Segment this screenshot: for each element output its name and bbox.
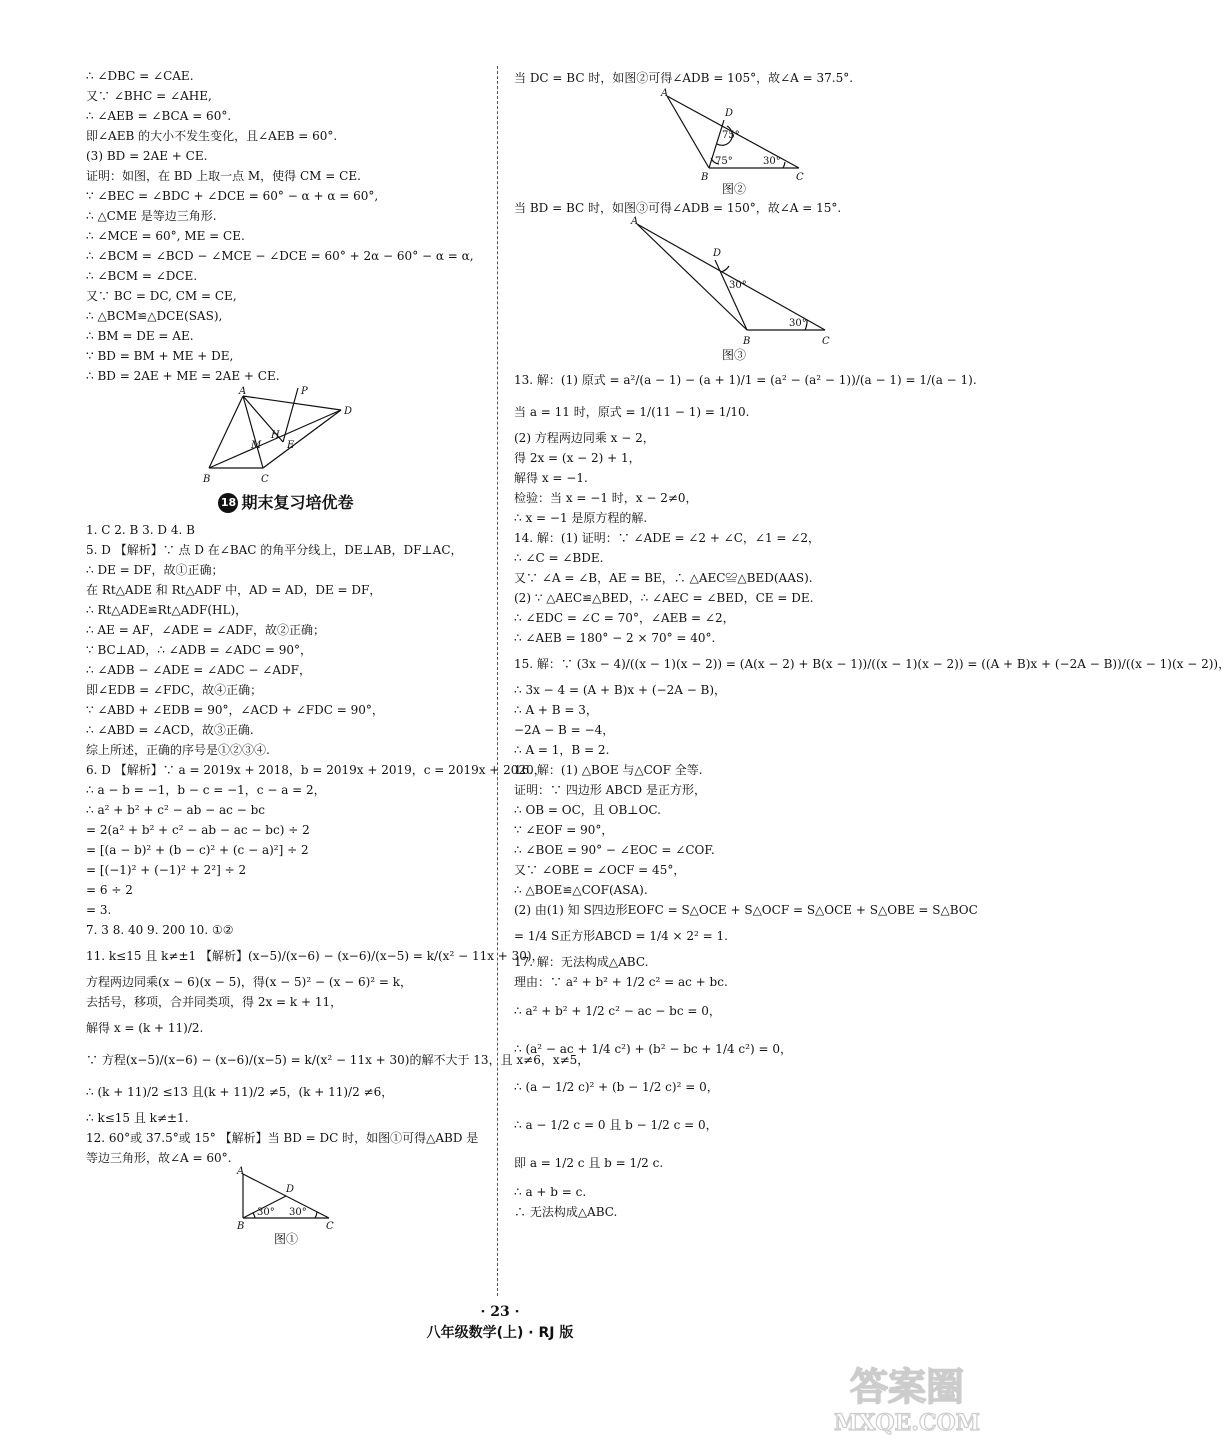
text-line: = 3. bbox=[86, 903, 112, 917]
figure-1 bbox=[231, 1168, 341, 1230]
text-line: 15. 解：∵ (3x − 4)/((x − 1)(x − 2)) = (A(x − 2) + B(x − 1))/((x − 1)(x − 2)) = ((A + B)x + (−2A − B))/((x − 1)(x − 2))， bbox=[514, 657, 1230, 671]
fig-top-label-p: P bbox=[301, 386, 308, 397]
section-heading bbox=[86, 486, 486, 520]
text-line: ∴ ∠BOE = 90° − ∠EOC = ∠COF. bbox=[514, 843, 715, 857]
text-line: ∴ AE = AF，∠ADE = ∠ADF，故②正确； bbox=[86, 623, 326, 637]
text-line: 得 2x = (x − 2) + 1， bbox=[514, 451, 641, 465]
fig-top-label-d: D bbox=[344, 406, 353, 417]
text-line: ∴ △BOE≌△COF(ASA). bbox=[514, 883, 648, 897]
text-line: (2) ∵ △AEC≌△BED，∴ ∠AEC = ∠BED，CE = DE. bbox=[514, 591, 814, 605]
text-line: ∴ DE = DF，故①正确； bbox=[86, 563, 224, 577]
text-line: ∴ Rt△ADE≌Rt△ADF(HL)， bbox=[86, 603, 248, 617]
text-line: = 1/4 S正方形ABCD = 1/4 × 2² = 1. bbox=[514, 929, 728, 943]
figure-proof-diagram bbox=[201, 386, 371, 486]
answer-line-top: 当 DC = BC 时，如图②可得∠ADB = 105°，故∠A = 37.5°. bbox=[514, 71, 854, 85]
text-line: 又∵ ∠BHC = ∠AHE, bbox=[86, 89, 212, 103]
text-line: ∴ (a² − ac + 1/4 c²) + (b² − bc + 1/4 c²) = 0， bbox=[514, 1042, 792, 1056]
fig1-angle-c: 30° bbox=[289, 1207, 307, 1218]
text-line: 1. C 2. B 3. D 4. B bbox=[86, 523, 195, 537]
fig-top-label-a: A bbox=[239, 386, 247, 397]
fig2-label-c: C bbox=[796, 172, 804, 183]
text-line: ∴ A + B = 3， bbox=[514, 703, 598, 717]
text-line: 5. D 【解析】∵ 点 D 在∠BAC 的角平分线上，DE⊥AB，DF⊥AC， bbox=[86, 543, 463, 557]
text-line: 即 a = 1/2 c 且 b = 1/2 c. bbox=[514, 1156, 664, 1170]
column-divider bbox=[497, 66, 498, 1296]
figure-3 bbox=[629, 218, 839, 346]
text-line: 解得 x = (k + 11)/2. bbox=[86, 1021, 204, 1035]
figure-3-caption: 图③ bbox=[721, 348, 746, 362]
text-line: 方程两边同乘(x − 6)(x − 5)，得(x − 5)² − (x − 6)² = k， bbox=[86, 975, 413, 989]
fig3-angle-d: 30° bbox=[729, 280, 747, 291]
text-line: ∴ A = 1，B = 2. bbox=[514, 743, 610, 757]
answer-line-mid: 当 BD = BC 时，如图③可得∠ADB = 150°，故∠A = 15°. bbox=[514, 201, 842, 215]
text-line: 解得 x = −1. bbox=[514, 471, 588, 485]
fig3-label-d: D bbox=[713, 248, 722, 259]
watermark-text-cn: 答案圈 bbox=[849, 1364, 965, 1409]
text-line: 又∵ BC = DC, CM = CE, bbox=[86, 289, 237, 303]
text-line: 等边三角形，故∠A = 60°. bbox=[86, 1151, 232, 1165]
proof-lines-a bbox=[86, 66, 486, 386]
fig3-angle-c: 30° bbox=[789, 318, 807, 329]
text-line: ∴ ∠AEB = 180° − 2 × 70° = 40°. bbox=[514, 631, 716, 645]
fig1-label-b: B bbox=[237, 1221, 245, 1232]
text-line: ∵ 方程(x−5)/(x−6) − (x−6)/(x−5) = k/(x² − 11x + 30)的解不大于 13，且 x≠6，x≠5， bbox=[86, 1053, 590, 1067]
text-line: ∵ BD = BM + ME + DE, bbox=[86, 349, 234, 363]
text-line: 当 a = 11 时，原式 = 1/(11 − 1) = 1/10. bbox=[514, 405, 750, 419]
figure-2-caption: 图② bbox=[721, 182, 746, 196]
text-line: ∴ ∠EDC = ∠C = 70°，∠AEB = ∠2， bbox=[514, 611, 735, 625]
text-line: ∴ x = −1 是原方程的解. bbox=[514, 511, 648, 525]
fig-top-label-b: B bbox=[203, 474, 211, 485]
text-line: = 6 ÷ 2 bbox=[86, 883, 133, 897]
text-line: 即∠AEB 的大小不发生变化，且∠AEB = 60°. bbox=[86, 129, 338, 143]
text-line: ∵ ∠BEC = ∠BDC + ∠DCE = 60° − α + α = 60°, bbox=[86, 189, 379, 203]
text-line: ∴ k≤15 且 k≠±1. bbox=[86, 1111, 189, 1125]
fig-top-label-h: H bbox=[271, 430, 280, 441]
text-line: ∴ ∠BCM = ∠BCD − ∠MCE − ∠DCE = 60° + 2α − 60° − α = α, bbox=[86, 249, 474, 263]
text-line: 证明：如图，在 BD 上取一点 M，使得 CM = CE. bbox=[86, 169, 361, 183]
text-line: 即∠EDB = ∠FDC，故④正确； bbox=[86, 683, 263, 697]
fig-top-label-e: E bbox=[287, 440, 295, 451]
text-line: = [(a − b)² + (b − c)² + (c − a)²] ÷ 2 bbox=[86, 843, 309, 857]
fig3-label-b: B bbox=[743, 336, 751, 347]
text-line: ∴ ∠C = ∠BDE. bbox=[514, 551, 604, 565]
text-line: ∵ ∠ABD + ∠EDB = 90°，∠ACD + ∠FDC = 90°， bbox=[86, 703, 384, 717]
text-line: ∴ ∠DBC = ∠CAE. bbox=[86, 69, 194, 83]
text-line: 又∵ ∠A = ∠B，AE = BE，∴ △AEC≌△BED(AAS). bbox=[514, 571, 813, 585]
text-line: 综上所述，正确的序号是①②③④. bbox=[86, 743, 270, 757]
fig1-angle-b: 30° bbox=[257, 1207, 275, 1218]
fig1-label-d: D bbox=[286, 1184, 295, 1195]
text-line: 16. 解：(1) △BOE 与△COF 全等. bbox=[514, 763, 703, 777]
section-title: 期末复习培优卷 bbox=[241, 493, 354, 512]
text-line: ∵ BC⊥AD，∴ ∠ADB = ∠ADC = 90°， bbox=[86, 643, 313, 657]
text-line: ∴ a − 1/2 c = 0 且 b − 1/2 c = 0， bbox=[514, 1118, 718, 1132]
fig-top-label-m: M bbox=[251, 440, 262, 451]
fig2-angle-c: 30° bbox=[763, 156, 781, 167]
text-line: 11. k≤15 且 k≠±1 【解析】(x−5)/(x−6) − (x−6)/(x−5) = k/(x² − 11x + 30)， bbox=[86, 949, 544, 963]
answer-lines-right bbox=[514, 364, 1230, 1222]
section-number-badge: 18 bbox=[218, 493, 238, 513]
fig3-label-a: A bbox=[631, 216, 639, 227]
text-line: 证明：∵ 四边形 ABCD 是正方形， bbox=[514, 783, 706, 797]
text-line: ∴ BM = DE = AE. bbox=[86, 329, 194, 343]
text-line: 17. 解：无法构成△ABC. bbox=[514, 955, 649, 969]
text-line: = 2(a² + b² + c² − ab − ac − bc) ÷ 2 bbox=[86, 823, 310, 837]
text-line: 7. 3 8. 40 9. 200 10. ①② bbox=[86, 923, 234, 937]
text-line: 理由：∵ a² + b² + 1/2 c² = ac + bc. bbox=[514, 975, 728, 989]
text-line: 又∵ ∠OBE = ∠OCF = 45°， bbox=[514, 863, 686, 877]
text-line: 检验：当 x = −1 时，x − 2≠0， bbox=[514, 491, 698, 505]
text-line: 6. D 【解析】∵ a = 2019x + 2018，b = 2019x + 2019，c = 2019x + 2020， bbox=[86, 763, 546, 777]
text-line: ∵ ∠EOF = 90°， bbox=[514, 823, 614, 837]
page-footer bbox=[0, 1302, 1000, 1344]
text-line: −2A − B = −4， bbox=[514, 723, 615, 737]
text-line: ∴ △CME 是等边三角形. bbox=[86, 209, 217, 223]
text-line: (2) 方程两边同乘 x − 2， bbox=[514, 431, 655, 445]
text-line: = [(−1)² + (−1)² + 2²] ÷ 2 bbox=[86, 863, 247, 877]
fig2-label-d: D bbox=[725, 108, 734, 119]
text-line: ∴ △BCM≌△DCE(SAS), bbox=[86, 309, 223, 323]
text-line: ∴ ∠ADB − ∠ADE = ∠ADC − ∠ADF， bbox=[86, 663, 311, 677]
figure-2 bbox=[659, 88, 809, 183]
text-line: ∴ 无法构成△ABC. bbox=[514, 1205, 618, 1219]
text-line: 12. 60°或 37.5°或 15° 【解析】当 BD = DC 时，如图①可得△ABD 是 bbox=[86, 1131, 479, 1145]
page-number: · 23 · bbox=[480, 1304, 520, 1320]
fig1-label-c: C bbox=[326, 1221, 334, 1232]
text-line: 13. 解：(1) 原式 = a²/(a − 1) − (a + 1)/1 = (a² − (a² − 1))/(a − 1) = 1/(a − 1). bbox=[514, 373, 977, 387]
text-line: ∴ ∠MCE = 60°, ME = CE. bbox=[86, 229, 245, 243]
text-line: 在 Rt△ADE 和 Rt△ADF 中，AD = AD，DE = DF， bbox=[86, 583, 382, 597]
text-line: ∴ ∠BCM = ∠DCE. bbox=[86, 269, 198, 283]
fig1-label-a: A bbox=[237, 1166, 245, 1177]
fig2-angle-b: 75° bbox=[715, 156, 733, 167]
book-title: 八年级数学(上) · RJ 版 bbox=[426, 1325, 574, 1341]
fig2-label-b: B bbox=[701, 172, 709, 183]
text-line: ∴ a + b = c. bbox=[514, 1185, 587, 1199]
text-line: (2) 由(1) 知 S四边形EOFC = S△OCE + S△OCF = S△OCE + S△OBE = S△BOC bbox=[514, 903, 978, 917]
fig2-angle-d: 75° bbox=[722, 130, 740, 141]
right-column bbox=[514, 68, 1230, 1222]
watermark-text-url: MXQE.COM bbox=[833, 1410, 981, 1436]
text-line: (3) BD = 2AE + CE. bbox=[86, 149, 208, 163]
watermark-logo bbox=[822, 1360, 992, 1436]
text-line: ∴ a − b = −1，b − c = −1，c − a = 2， bbox=[86, 783, 326, 797]
fig3-label-c: C bbox=[822, 336, 830, 347]
fig-top-label-c: C bbox=[261, 474, 269, 485]
text-line: ∴ BD = 2AE + ME = 2AE + CE. bbox=[86, 369, 280, 383]
text-line: ∴ ∠AEB = ∠BCA = 60°. bbox=[86, 109, 232, 123]
text-line: ∴ a² + b² + 1/2 c² − ac − bc = 0， bbox=[514, 1004, 721, 1018]
text-line: ∴ OB = OC，且 OB⊥OC. bbox=[514, 803, 661, 817]
text-line: ∴ (a − 1/2 c)² + (b − 1/2 c)² = 0， bbox=[514, 1080, 719, 1094]
text-line: 去括号，移项，合并同类项，得 2x = k + 11， bbox=[86, 995, 343, 1009]
text-line: 14. 解：(1) 证明：∵ ∠ADE = ∠2 + ∠C，∠1 = ∠2， bbox=[514, 531, 820, 545]
text-line: ∴ ∠ABD = ∠ACD，故③正确. bbox=[86, 723, 254, 737]
text-line: ∴ 3x − 4 = (A + B)x + (−2A − B)， bbox=[514, 683, 727, 697]
text-line: ∴ (k + 11)/2 ≤13 且(k + 11)/2 ≠5，(k + 11)/2 ≠6， bbox=[86, 1085, 394, 1099]
figure-1-caption: 图① bbox=[273, 1232, 298, 1246]
fig2-label-a: A bbox=[661, 88, 669, 99]
text-line: ∴ a² + b² + c² − ab − ac − bc bbox=[86, 803, 265, 817]
